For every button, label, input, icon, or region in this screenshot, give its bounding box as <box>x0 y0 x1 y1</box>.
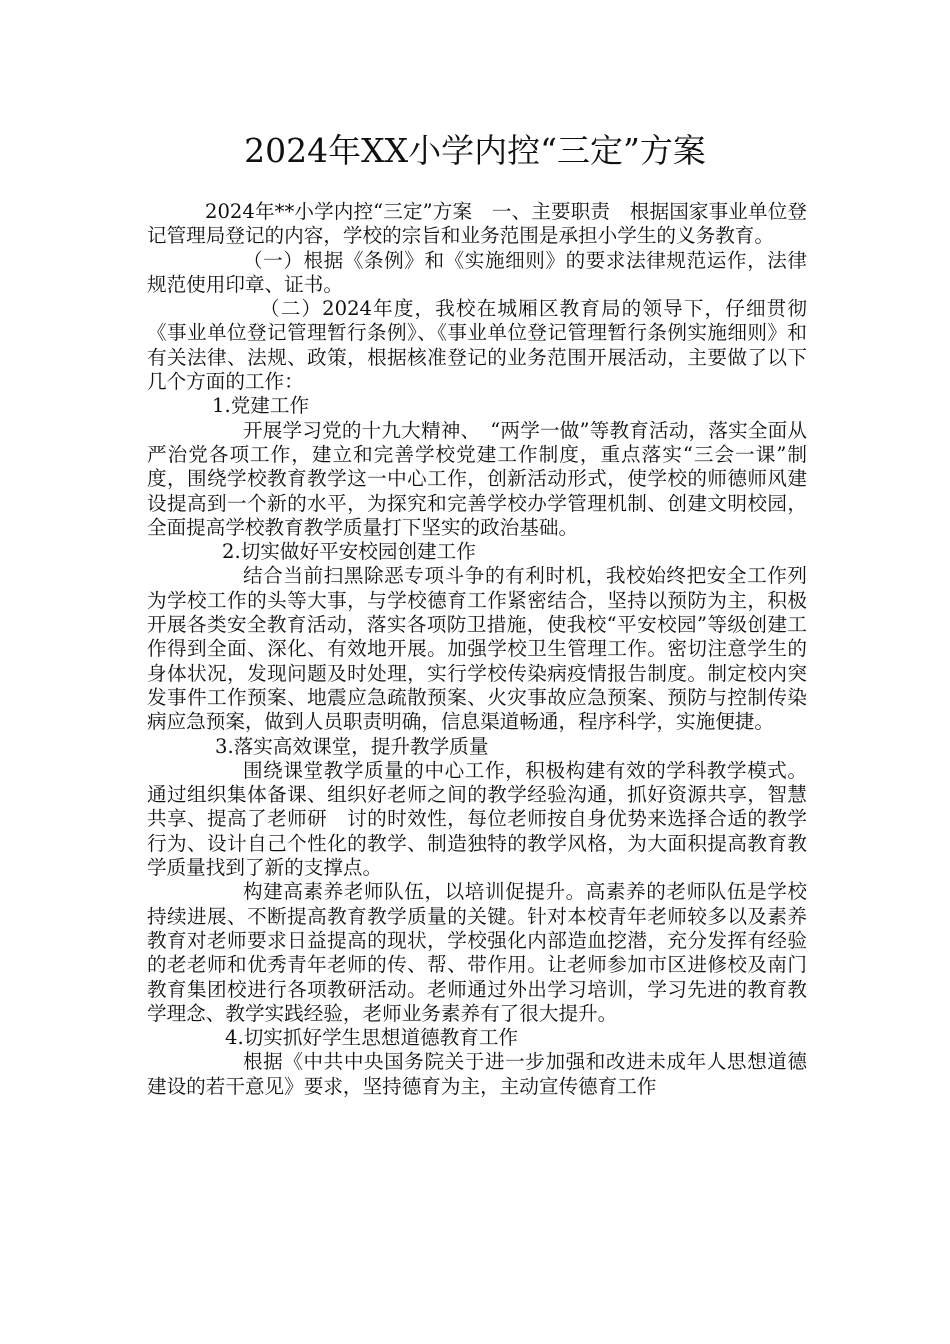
document-body <box>147 200 807 1099</box>
document-title: 2024年XX小学内控“三定”方案 <box>244 131 706 170</box>
paragraph-efficient-classroom: 围绕课堂教学质量的中心工作，积极构建有效的学科教学模式。通过组织集体备课、组织好老师之间的教学经验沟通，抓好资源共享，智慧共享、提高了老师研 讨的时效性，每位老师按自身优势来选择合适的教学行为、设计自己个性化的教学、制造独特的教学风格，为大面积提高教育教学质量找到了新的支撑点。 <box>147 758 807 880</box>
paragraph-safe-campus: 结合当前扫黑除恶专项斗争的有利时机，我校始终把安全工作列为学校工作的头等大事，与学校德育工作紧密结合，坚持以预防为主，积极开展各类安全教育活动，落实各项防卫措施，使我校“平安校园”等级创建工作得到全面、深化、有效地开展。加强学校卫生管理工作。密切注意学生的身体状况，发现问题及时处理，实行学校传染病疫情报告制度。制定校内突发事件工作预案、地震应急疏散预案、火灾事故应急预案、预防与控制传染病应急预案，做到人员职责明确，信息渠道畅通，程序科学，实施便捷。 <box>147 564 807 734</box>
paragraph-teacher-team: 构建高素养老师队伍，以培训促提升。高素养的老师队伍是学校持续进展、不断提高教育教学质量的关键。针对本校青年老师较多以及素养教育对老师要求日益提高的现状，学校强化内部造血挖潜，充分发挥有经验的老老师和优秀青年老师的传、帮、带作用。让老师参加市区进修校及南门教育集团校进行各项教研活动。老师通过外出学习培训，学习先进的教育教学理念、教学实践经验，老师业务素养有了很大提升。 <box>147 880 807 1025</box>
heading-efficient-classroom: 3.落实高效课堂，提升教学质量 <box>215 734 489 758</box>
intro-paragraph: 2024年**小学内控“三定”方案 一、主要职责 根据国家事业单位登记管理局登记的内容，学校的宗旨和业务范围是承担小学生的义务教育。 <box>147 200 807 248</box>
paragraph-party-building: 开展学习党的十九大精神、 “两学一做”等教育活动，落实全面从严治党各项工作，建立和完善学校党建工作制度，重点落实“三会一课”制度，围绕学校教育教学这一中心工作，创新活动形式，使学校的师德师风建设提高到一个新的水平，为探究和完善学校办学管理机制、创建文明校园，全面提高学校教育教学质量打下坚实的政治基础。 <box>147 418 807 539</box>
paragraph-section-1: （一）根据《条例》和《实施细则》的要求法律规范运作，法律规范使用印章、证书。 <box>147 248 807 296</box>
heading-safe-campus: 2.切实做好平安校园创建工作 <box>222 540 476 564</box>
heading-moral-education: 4.切实抓好学生思想道德教育工作 <box>225 1026 519 1050</box>
paragraph-moral-education: 根据《中共中央国务院关于进一步加强和改进未成年人思想道德建设的若干意见》要求，坚持德育为主，主动宣传德育工作 <box>147 1050 807 1098</box>
heading-party-building: 1.党建工作 <box>212 394 310 418</box>
paragraph-section-2: （二）2024年度，我校在城厢区教育局的领导下，仔细贯彻《事业单位登记管理暂行条例》、《事业单位登记管理暂行条例实施细则》和有关法律、法规、政策，根据核准登记的业务范围开展活动，主要做了以下几个方面的工作： <box>147 297 807 394</box>
